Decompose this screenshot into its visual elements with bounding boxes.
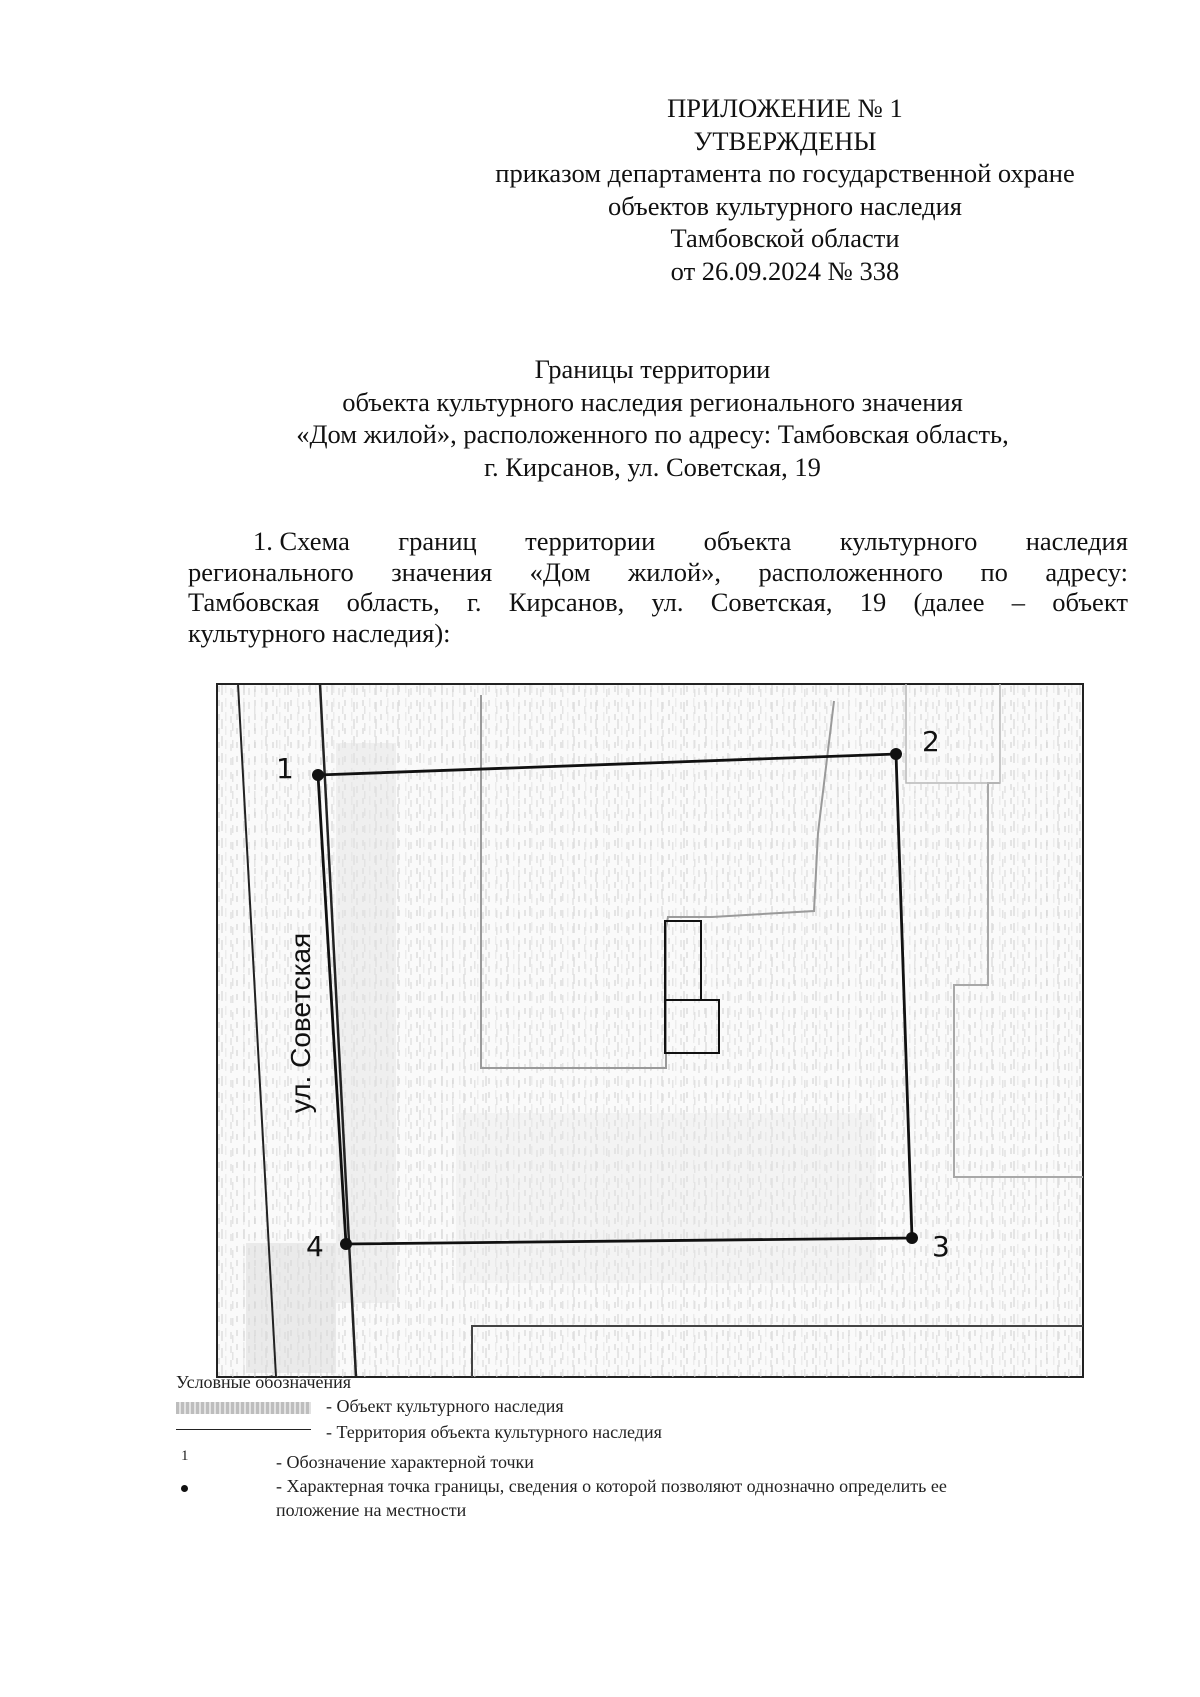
- paragraph-word: объекта: [703, 526, 792, 556]
- legend-title: Условные обозначения: [176, 1372, 352, 1392]
- appendix-header: [440, 92, 1130, 287]
- paragraph-word: Тамбовская: [188, 587, 320, 617]
- point-label-2: 2: [922, 725, 940, 758]
- scheme-paragraph: [188, 526, 1128, 648]
- point-label-1: 1: [276, 752, 294, 785]
- legend-item-boundary-point: - Характерная точка границы, сведения о которой позволяют однозначно определить ее: [276, 1476, 947, 1496]
- paragraph-word: регионального: [188, 556, 354, 587]
- legend-item-territory: - Территория объекта культурного наследия: [326, 1422, 662, 1442]
- heritage-object-swatch: [176, 1402, 311, 1414]
- paragraph-word: ул.: [651, 587, 684, 617]
- paragraph-word: Кирсанов,: [508, 587, 625, 617]
- boundary-map: [216, 683, 1086, 1380]
- street-label: ул. Советская: [285, 932, 316, 1114]
- paragraph-word: жилой»,: [628, 556, 722, 587]
- title-line-3: «Дом жилой», расположенного по адресу: Тамбовская область,: [296, 419, 1009, 449]
- paragraph-word: –: [1011, 587, 1026, 617]
- point-number-symbol: 1: [181, 1448, 189, 1464]
- paragraph-line-1: [188, 526, 1128, 557]
- paragraph-word: наследия: [1025, 526, 1128, 556]
- paragraph-word: культурного: [839, 526, 978, 556]
- order-line-3: Тамбовской области: [670, 223, 900, 253]
- document-title: [150, 353, 1155, 483]
- point-label-4: 4: [306, 1230, 324, 1263]
- paragraph-word: значения: [391, 556, 493, 587]
- paragraph-word: по: [980, 556, 1008, 587]
- boundary-point-2: [890, 748, 902, 760]
- boundary-dot-symbol: [181, 1485, 188, 1492]
- boundary-point-4: [340, 1238, 352, 1250]
- order-date: от 26.09.2024 № 338: [670, 255, 900, 286]
- approved-label: УТВЕРЖДЕНЫ: [693, 125, 877, 156]
- order-line-2: объектов культурного наследия: [607, 190, 962, 221]
- legend-item-boundary-point-cont: положение на местности: [276, 1500, 467, 1520]
- paragraph-word: Советская,: [710, 587, 833, 617]
- title-line-1: Границы территории: [534, 354, 771, 384]
- paragraph-line-2: [188, 557, 1128, 588]
- order-line-1: приказом департамента по государственной охране: [495, 158, 1075, 188]
- paragraph-word: территории: [525, 526, 656, 556]
- boundary-map-svg: [216, 683, 1086, 1380]
- paragraph-word: область,: [346, 587, 440, 617]
- boundary-point-1: [312, 769, 324, 781]
- paragraph-word: адресу:: [1045, 556, 1128, 587]
- paragraph-word: г.: [466, 587, 482, 617]
- territory-line-swatch: [176, 1429, 311, 1430]
- appendix-number: ПРИЛОЖЕНИЕ № 1: [667, 93, 903, 123]
- paragraph-word: объект: [1052, 587, 1128, 617]
- title-line-4: г. Кирсанов, ул. Советская, 19: [484, 451, 821, 482]
- title-line-2: объекта культурного наследия регионального значения: [342, 386, 963, 417]
- point-label-3: 3: [932, 1230, 950, 1263]
- legend-item-heritage-object: - Объект культурного наследия: [326, 1396, 564, 1416]
- legend-item-point-label: - Обозначение характерной точки: [276, 1452, 534, 1472]
- paragraph-word: границ: [398, 526, 477, 556]
- paragraph-word: 19: [859, 587, 887, 617]
- paragraph-word: «Дом: [529, 556, 591, 587]
- paragraph-word: 1. Схема: [253, 526, 350, 556]
- boundary-point-3: [906, 1232, 918, 1244]
- paragraph-word: расположенного: [758, 556, 943, 587]
- paragraph-line-4: культурного наследия):: [188, 617, 451, 648]
- paragraph-word: (далее: [913, 587, 985, 617]
- paragraph-line-3: [188, 587, 1128, 618]
